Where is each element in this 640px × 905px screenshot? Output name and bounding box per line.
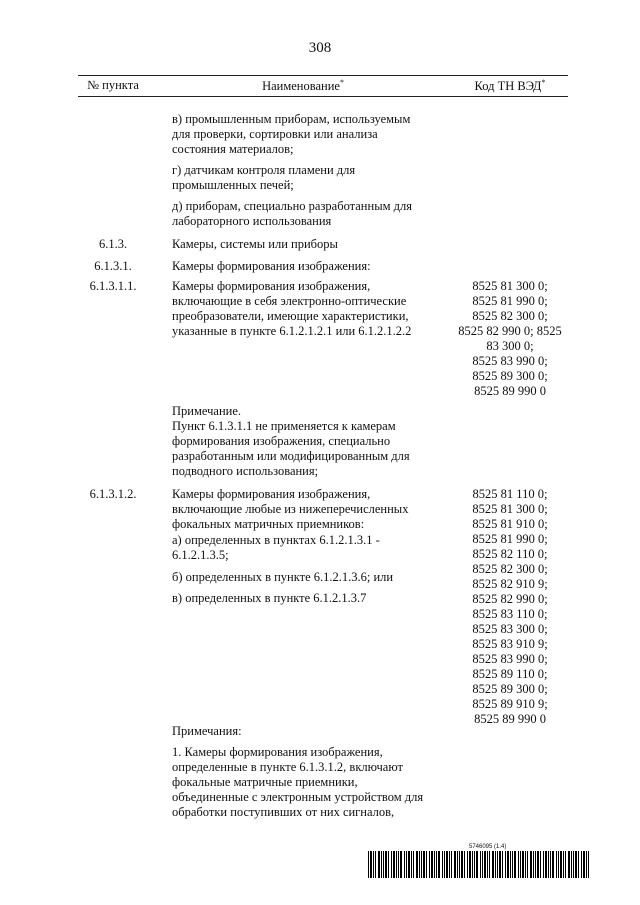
sub-item: в) определенных в пункте 6.1.2.1.3.7 [172, 591, 367, 605]
barcode-bar [375, 851, 376, 878]
header-code-label: Код ТН ВЭД [474, 79, 542, 94]
barcode-bar [492, 851, 494, 878]
header-code-column [452, 78, 568, 94]
barcode-bar [431, 851, 433, 878]
barcode-bar [393, 851, 395, 878]
footnote-mark: * [339, 78, 344, 87]
item-number: 6.1.3.1.1. [89, 279, 137, 293]
barcode-bar [388, 851, 389, 878]
table-header-rule [78, 96, 568, 97]
barcode-bar [368, 851, 369, 878]
barcode-bar [400, 851, 402, 878]
barcode-bar [543, 851, 544, 878]
barcode-bar [391, 851, 392, 878]
barcode-bar [588, 851, 589, 878]
barcode-bar [556, 851, 557, 878]
note: Примечание. Пункт 6.1.3.1.1 не применяется к камерам формирования изображения, специально разработанным или модифицированным для подводного использования; [172, 404, 410, 478]
barcode-bar [404, 851, 405, 878]
barcode-bar [419, 851, 420, 878]
barcode-bar [540, 851, 541, 878]
barcode-bar [578, 851, 579, 878]
barcode-bar [565, 851, 566, 878]
tn-ved-codes: 8525 81 300 0; 8525 81 990 0; 8525 82 300 0; 8525 82 990 0; 8525 83 300 0; 8525 83 990 0; 8525 89 300 0; 8525 89 990 0 [458, 279, 562, 398]
barcode-bar [436, 851, 437, 878]
barcode-bar [586, 851, 587, 878]
barcode-bar [583, 851, 585, 878]
item-name: Камеры формирования изображения: [172, 259, 371, 273]
header-name-column [172, 78, 434, 94]
barcode-bar [497, 851, 498, 878]
notes-title: Примечания: [172, 724, 242, 738]
barcode-bar [396, 851, 397, 878]
list-item: д) приборам, специально разработанным для лабораторного использования [172, 199, 412, 228]
barcode-bar [514, 851, 516, 878]
barcode-bar [459, 851, 460, 878]
barcode-bar [487, 851, 488, 878]
barcode-bar [446, 851, 448, 878]
barcode-bar [444, 851, 445, 878]
barcode-bar [510, 851, 511, 878]
barcode-bar [381, 851, 382, 878]
barcode-bar [411, 851, 412, 878]
item-name: Камеры, системы или приборы [172, 237, 338, 251]
barcode-bar [406, 851, 407, 878]
barcode-bar [495, 851, 496, 878]
list-item: г) датчикам контроля пламени для промышленных печей; [172, 163, 356, 192]
barcode-bar [421, 851, 422, 878]
list-item: в) промышленным приборам, используемым для проверки, сортировки или анализа состояния материалов; [172, 112, 411, 156]
header-number-column: № пункта [87, 78, 139, 92]
barcode-bar [451, 851, 452, 878]
barcode-bar [449, 851, 450, 878]
barcode-bar [581, 851, 582, 878]
barcode-bar [408, 851, 410, 878]
barcode-bar [385, 851, 387, 878]
item-number: 6.1.3. [98, 237, 128, 251]
item-number: 6.1.3.1.2. [89, 487, 137, 501]
barcode [368, 851, 590, 878]
barcode-bar [480, 851, 481, 878]
note: 1. Камеры формирования изображения, определенные в пункте 6.1.3.1.2, включают фокальные матричные приемники, объединенные с электронным устройством для обработки поступивших от них сигналов, [172, 745, 424, 819]
barcode-bar [373, 851, 374, 878]
barcode-bar [467, 851, 468, 878]
barcode-bar [550, 851, 551, 878]
footnote-mark: * [541, 78, 546, 87]
barcode-bar [489, 851, 490, 878]
barcode-bar [505, 851, 506, 878]
barcode-bar [548, 851, 549, 878]
barcode-bar [545, 851, 547, 878]
barcode-bar [512, 851, 513, 878]
barcode-bar [527, 851, 528, 878]
barcode-bar [383, 851, 384, 878]
barcode-bar [520, 851, 521, 878]
barcode-bar [537, 851, 539, 878]
barcode-bar [476, 851, 478, 878]
barcode-bar [426, 851, 427, 878]
barcode-bar [398, 851, 399, 878]
barcode-bar [507, 851, 509, 878]
barcode-bar [525, 851, 526, 878]
barcode-bar [429, 851, 430, 878]
barcode-bar [457, 851, 458, 878]
barcode-bar [575, 851, 577, 878]
header-name-label: Наименование [262, 79, 340, 94]
sub-item: а) определенных в пунктах 6.1.2.1.3.1 - 6.1.2.1.3.5; [172, 533, 380, 562]
barcode-bar [484, 851, 486, 878]
sub-item: б) определенных в пункте 6.1.2.1.3.6; или [172, 570, 394, 584]
barcode-bar [518, 851, 519, 878]
barcode-bar [454, 851, 456, 878]
barcode-bar [472, 851, 473, 878]
barcode-bar [461, 851, 463, 878]
barcode-bar [535, 851, 536, 878]
barcode-bar [464, 851, 465, 878]
barcode-bar [568, 851, 570, 878]
barcode-bar [413, 851, 414, 878]
item-name: Камеры формирования изображения, включающие любые из нижеперечисленных фокальных матричных приемников: [172, 487, 409, 531]
barcode-bar [469, 851, 471, 878]
barcode-bar [558, 851, 559, 878]
barcode-bar [370, 851, 372, 878]
item-number: 6.1.3.1. [94, 259, 132, 273]
item-name: Камеры формирования изображения, включающие в себя электронно-оптические преобразователи, имеющие характеристики, указанные в пункте 6.1.2.1.2.1 или 6.1.2.1.2.2 [172, 279, 412, 338]
tn-ved-codes: 8525 81 110 0; 8525 81 300 0; 8525 81 910 0; 8525 81 990 0; 8525 82 110 0; 8525 82 300 0; 8525 82 910 9; 8525 82 990 0; 8525 83 110 0; 8525 83 300 0; 8525 83 910 9; 8525 83 990 0; 8525 89 110 0; 8525 89 300 0; 8525 89 910 9; 8525 89 990 0 [472, 487, 548, 726]
table-top-rule [78, 75, 568, 76]
barcode-bar [434, 851, 435, 878]
barcode-bar [533, 851, 534, 878]
barcode-bar [530, 851, 532, 878]
barcode-bar [502, 851, 503, 878]
barcode-bar [573, 851, 574, 878]
barcode-bar [378, 851, 380, 878]
page-number: 308 [308, 40, 332, 56]
barcode-bar [442, 851, 443, 878]
barcode-bar [438, 851, 440, 878]
barcode-bar [416, 851, 418, 878]
barcode-bar [571, 851, 572, 878]
barcode-bar [423, 851, 425, 878]
barcode-bar [482, 851, 483, 878]
barcode-bar [552, 851, 554, 878]
barcode-bar [499, 851, 501, 878]
barcode-bar [474, 851, 475, 878]
barcode-bar [563, 851, 564, 878]
barcode-bar [560, 851, 562, 878]
document-id: 5746095 (1.4) [469, 844, 507, 850]
barcode-bar [522, 851, 524, 878]
